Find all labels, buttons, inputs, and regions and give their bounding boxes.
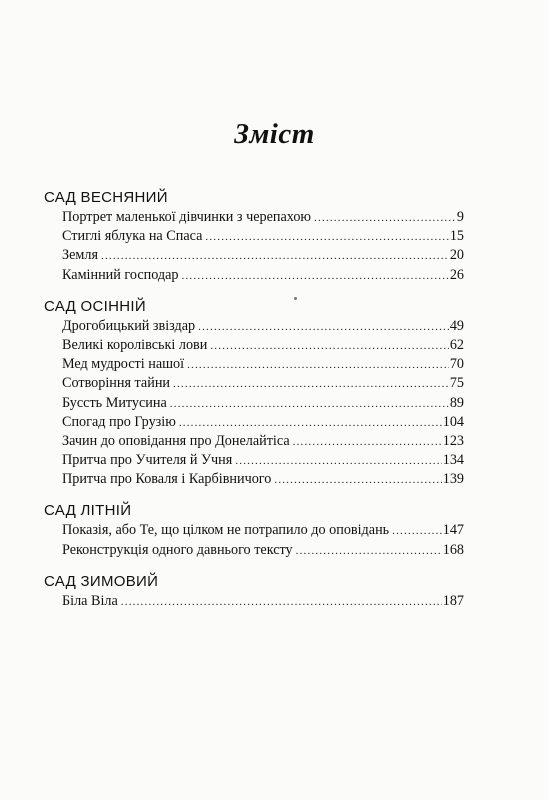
entry-page: 70 [449,356,464,373]
toc-entry[interactable] [62,432,464,451]
toc-entry[interactable] [62,374,464,393]
toc-entry[interactable] [62,592,464,611]
toc-entry[interactable] [62,413,464,432]
dot-leader [205,228,448,247]
entry-title: Спогад про Грузію [62,413,176,430]
dot-leader [187,356,449,375]
entry-title: Реконструкція одного давнього тексту [62,541,293,558]
toc-entry[interactable] [62,246,464,265]
entry-page: 26 [449,266,464,283]
entry-page: 168 [442,541,464,558]
toc-entry[interactable] [62,394,464,413]
section-title: САД ОСІННІЙ [44,297,146,315]
entry-page: 49 [449,317,464,334]
entry-title: Буссть Митусина [62,394,167,411]
entry-title: Портрет маленької дівчинки з черепахою [62,209,312,225]
dot-leader [293,433,442,452]
toc-entry[interactable] [62,541,464,560]
entry-page: 134 [442,452,464,469]
entry-page: 20 [449,247,464,264]
entry-page: 139 [442,471,464,488]
section-title: САД ЛІТНІЙ [44,502,132,520]
dot-leader [198,318,449,337]
toc-entry[interactable] [62,227,464,246]
entry-page: 187 [442,592,464,609]
dot-leader [392,522,442,541]
toc-entry[interactable] [62,355,464,374]
dot-leader [314,209,456,228]
entry-title: Великі королівські лови [62,336,208,353]
entry-title: Зачин до оповідання про Донелайтіса [62,432,290,449]
entry-title: Притча про Коваля і Карбівничого [62,471,272,488]
entry-page: 62 [449,336,464,353]
dot-leader [210,337,448,356]
entry-page: 123 [442,432,464,449]
toc-entry[interactable] [62,451,464,470]
toc-section [44,501,464,559]
entry-title: Біла Віла [62,592,118,609]
toc-entry[interactable] [62,266,464,285]
toc-entry[interactable] [62,470,464,489]
entry-page: 9 [456,209,464,225]
entry-page: 147 [442,522,464,539]
toc-entry[interactable] [62,317,464,336]
entry-title: Стиглі яблука на Спаса [62,228,203,245]
toc-section [44,572,464,611]
dot-leader [101,247,449,266]
entry-title: Мед мудрості нашої [62,356,185,373]
dot-leader [235,452,441,471]
entry-page: 15 [449,228,464,245]
toc-section [44,297,464,490]
page-title: Зміст [234,118,315,150]
entry-title: Сотворіння тайни [62,375,171,392]
dot-leader [121,593,442,612]
toc-entry[interactable] [62,521,464,540]
toc-entry[interactable] [62,208,464,227]
entry-title: Камінний господар [62,266,179,283]
entry-page: 104 [442,413,464,430]
entry-page: 75 [449,375,464,392]
dot-leader [274,471,441,490]
entry-page: 89 [449,394,464,411]
dot-leader [179,414,442,433]
section-title: САД ЗИМОВИЙ [44,572,159,590]
entry-title: Притча про Учителя й Учня [62,452,233,469]
dot-leader [182,267,449,286]
dot-leader [296,542,442,561]
entry-title: Дрогобицький звіздар [62,317,196,334]
entry-title: Земля [62,247,98,264]
dot-leader [170,395,449,414]
entry-title: Показія, або Те, що цілком не потрапило до оповідань [62,522,390,539]
table-of-contents [44,188,464,623]
dot-leader [173,375,449,394]
toc-entry[interactable] [62,336,464,355]
section-title: САД ВЕСНЯНИЙ [44,189,168,206]
paper-speck [294,297,297,300]
toc-section [44,188,464,285]
